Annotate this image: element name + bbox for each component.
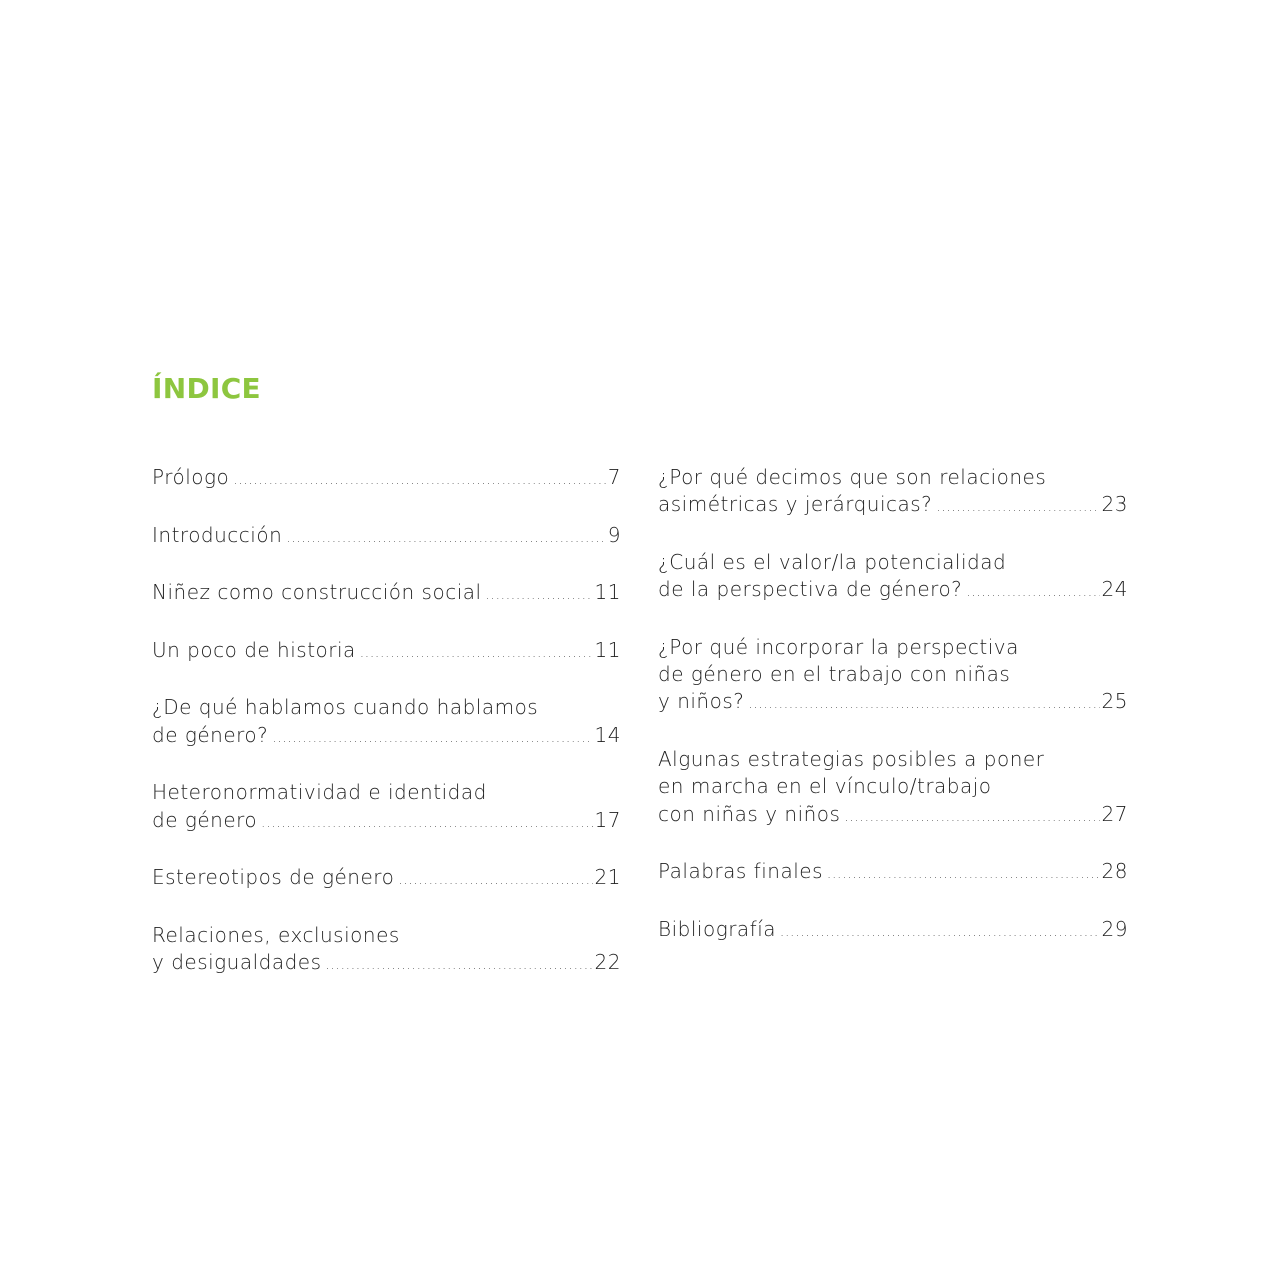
toc-entry-title-line: de género en el trabajo con niñas [658, 662, 1011, 687]
toc-entry-title: y desigualdades [152, 950, 322, 975]
dot-leader [261, 810, 592, 837]
toc-entry-page-number: 21 [594, 865, 621, 890]
toc-entry-title-line: Heteronormatividad e identidad [152, 780, 487, 805]
toc-entry-last-line [152, 864, 621, 894]
toc-entry[interactable] [658, 746, 1128, 831]
dot-leader [360, 640, 593, 667]
toc-left-column [152, 464, 621, 1007]
toc-entry[interactable] [152, 579, 621, 609]
dot-leader [233, 467, 606, 494]
dot-leader [748, 691, 1099, 718]
dot-leader [326, 952, 593, 979]
toc-entry[interactable] [152, 779, 621, 837]
dot-leader [286, 525, 605, 552]
toc-entry-last-line [152, 949, 621, 979]
toc-entry-last-line [152, 579, 621, 609]
toc-entry-title: Prólogo [152, 465, 230, 489]
toc-entry-last-line [658, 576, 1128, 606]
toc-entry-page-number: 24 [1101, 577, 1128, 602]
toc-entry[interactable] [152, 864, 621, 894]
dot-leader [780, 919, 1100, 946]
toc-entry[interactable] [152, 922, 621, 980]
toc-entry-page-number: 11 [594, 637, 621, 662]
toc-entry-page-number: 17 [594, 807, 621, 832]
toc-entry-page-number: 14 [594, 722, 621, 747]
toc-entry-last-line [152, 637, 621, 667]
toc-entry-title: asimétricas y jerárquicas? [658, 492, 933, 517]
toc-entry-title-line: ¿Por qué decimos que son relaciones [658, 465, 1047, 489]
toc-entry-last-line [152, 522, 621, 552]
dot-leader [844, 804, 1099, 831]
toc-entry-page-number: 22 [594, 950, 621, 975]
toc-entry-last-line [658, 801, 1128, 831]
toc-entry-title: de género? [152, 722, 269, 747]
dot-leader [272, 725, 592, 752]
toc-right-column [658, 464, 1128, 973]
toc-entry-title: Bibliografía [658, 916, 777, 941]
toc-entry-title: con niñas y niños [658, 801, 841, 826]
toc-entry[interactable] [152, 464, 621, 494]
toc-entry[interactable] [658, 858, 1128, 888]
toc-entry-page-number: 28 [1101, 859, 1128, 884]
toc-entry-title: y niños? [658, 689, 745, 714]
toc-entry-page-number: 29 [1101, 916, 1128, 941]
toc-entry-title-line: Relaciones, exclusiones [152, 922, 400, 947]
toc-entry[interactable] [152, 522, 621, 552]
toc-entry-last-line [658, 688, 1128, 718]
toc-entry-title: de la perspectiva de género? [658, 577, 963, 602]
toc-entry-title-line: ¿Por qué incorporar la perspectiva [658, 634, 1019, 659]
toc-entry-title: Un poco de historia [152, 637, 356, 662]
toc-entry-page-number: 11 [594, 580, 621, 605]
dot-leader [936, 494, 1099, 521]
toc-entry-page-number: 7 [607, 465, 621, 489]
toc-entry-last-line [658, 916, 1128, 946]
toc-entry-title: Niñez como construcción social [152, 580, 482, 605]
toc-entry-title: de género [152, 807, 258, 832]
toc-entry-title-line: ¿Cuál es el valor/la potencialidad [658, 549, 1007, 574]
toc-entry-title-line: en marcha en el vínculo/trabajo [658, 774, 992, 799]
index-title: ÍNDICE [152, 372, 261, 405]
toc-entry-last-line [658, 858, 1128, 888]
toc-entry-title: Estereotipos de género [152, 865, 395, 890]
toc-entry-page-number: 9 [607, 522, 621, 547]
toc-entry-title-line: Algunas estrategias posibles a poner [658, 746, 1045, 771]
toc-entry[interactable] [152, 637, 621, 667]
toc-entry[interactable] [658, 634, 1128, 719]
toc-entry-title-line: ¿De qué hablamos cuando hablamos [152, 695, 539, 720]
toc-entry[interactable] [658, 464, 1128, 522]
toc-entry-title: Introducción [152, 522, 283, 547]
dot-leader [827, 861, 1100, 888]
dot-leader [966, 579, 1099, 606]
toc-entry[interactable] [658, 549, 1128, 607]
toc-entry-last-line [658, 491, 1128, 521]
toc-entry-last-line [152, 464, 621, 494]
toc-entry-page-number: 23 [1101, 492, 1128, 517]
dot-leader [486, 582, 593, 609]
toc-entry-title: Palabras finales [658, 859, 823, 884]
dot-leader [398, 867, 592, 894]
toc-entry-page-number: 25 [1101, 689, 1128, 714]
toc-entry[interactable] [658, 916, 1128, 946]
toc-entry-page-number: 27 [1101, 801, 1128, 826]
toc-entry-last-line [152, 807, 621, 837]
toc-entry[interactable] [152, 694, 621, 752]
toc-entry-last-line [152, 722, 621, 752]
